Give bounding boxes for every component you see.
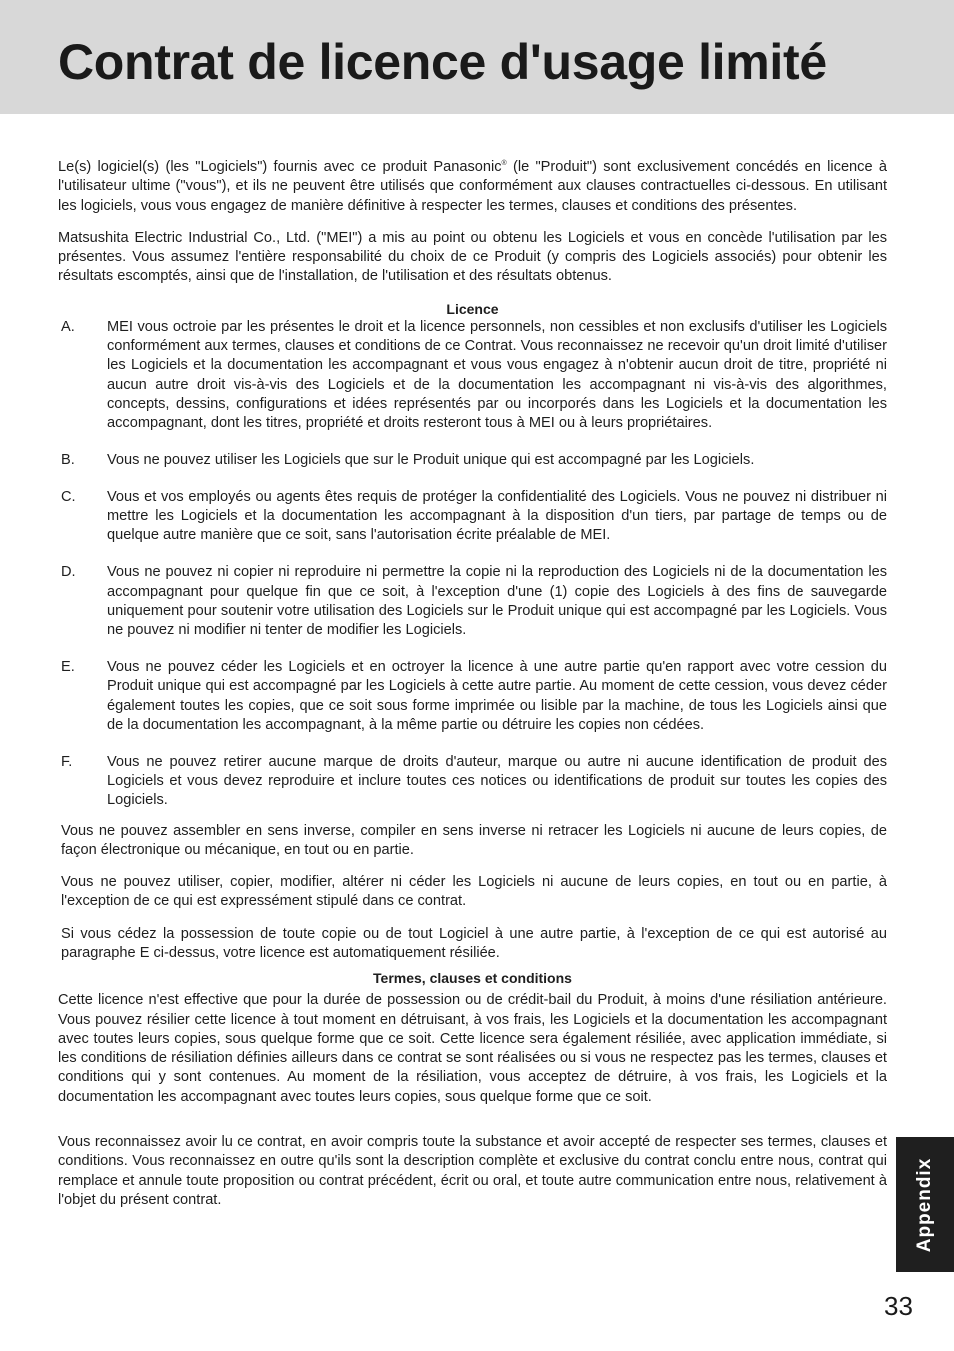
clause-f	[58, 753, 887, 811]
clause-text: Vous ne pouvez ni copier ni reproduire ni permettre la copie ni la reproduction des Logiciels ni de la documentation les accompagnant pour quelque fin que ce soit, à l'exception d'une (1) copie des Logiciels à des fins de sauvegarde uniquement pour soutenir votre utilisation des Logiciels sur le Produit unique qui est accompagné par les Logiciels. Vous ne pouvez ni modifier ni tenter de modifier les Logiciels.	[107, 564, 887, 639]
licence-heading: Licence	[446, 300, 499, 317]
licence-paragraph-2: Vous ne pouvez utiliser, copier, modifier, altérer ni céder les Logiciels ni aucune de leurs copies, en tout ou en partie, à l'exception de ce qui est expressément stipulé dans ce contrat.	[61, 874, 887, 910]
intro-text-end: (le "Produit") sont exclusivement concédés en licence à l'utilisateur ultime ("vous"), et ils ne peuvent être utilisés que conformément aux clauses contractuelles ci-dessous. En utilisant les logiciels, vous vous engagez de manière définitive à respecter les termes, clauses et conditions des présentes.	[58, 159, 887, 214]
clause-text: Vous et vos employés ou agents êtes requis de protéger la confidentialité des Logiciels. Vous ne pouvez ni distribuer ni mettre les Logiciels et la documentation les accompagnant à la disposition d'un tiers, par partage de temps ou de quelque autre manière que ce soit, sans l'autorisation écrite préalable de MEI.	[107, 488, 887, 544]
page-title: Contrat de licence d'usage limité	[58, 34, 827, 90]
clause-letter: D.	[61, 564, 76, 581]
clause-e	[58, 658, 887, 735]
clause-c	[58, 488, 887, 546]
appendix-label: Appendix	[914, 1157, 935, 1252]
clause-text: Vous ne pouvez céder les Logiciels et en octroyer la licence à une autre partie qu'en rapport avec votre cession du Produit unique qui est accompagné par les Logiciels à cette autre partie. Au moment de cette cession, vous devez céder également toutes les copies, que ce soit sous forme imprimée ou lisible par la machine, de tous les Logiciels ainsi que de la documentation les accompagnant, à la même partie ou détruire les copies non cédées.	[107, 658, 887, 733]
clause-letter: E.	[61, 658, 75, 675]
document-body	[58, 158, 887, 1223]
licence-paragraph-1: Vous ne pouvez assembler en sens inverse, compiler en sens inverse ni retracer les Logiciels ni aucune de leurs copies, de façon électronique ou mécanique, en tout ou en partie.	[61, 822, 887, 858]
header-band	[0, 0, 954, 114]
clause-text: MEI vous octroie par les présentes le droit et la licence personnels, non cessibles et non exclusifs d'utiliser les Logiciels conformément aux termes, clauses et conditions de ce Contrat. Vous reconnaissez ne recevoir qu'un droit limité d'utiliser les Logiciels et la documentation les accompagnant et vous vous engagez à n'obtenir aucun droit de titre, propriété ni aucun autre droit vis-à-vis des Logiciels et de la documentation les accompagnant ni vis-à-vis des algorithmes, concepts, dessins, configurations et idées représentés par ou incorporés dans les Logiciels et la documentation les accompagnant, dont les titres, propriété et droits resteront tous à MEI ou à leurs propriétaires.	[107, 318, 887, 432]
clause-b	[58, 451, 887, 470]
terms-paragraph-2: Vous reconnaissez avoir lu ce contrat, en avoir compris toute la substance et avoir accepté de respecter ses termes, clauses et conditions. Vous reconnaissez en outre qu'ils sont la description complète et exclusive du contrat conclu entre nous, contrat qui remplace et annule toute proposition ou contrat précédent, écrit ou oral, et toute autre communication entre nous, relativement à l'objet du présent contrat.	[58, 1134, 887, 1208]
clause-letter: F.	[61, 753, 73, 770]
appendix-tab	[896, 1137, 954, 1272]
licence-paragraph-3: Si vous cédez la possession de toute copie ou de tout Logiciel à une autre partie, à l'exception de ce qui est autorisé au paragraphe E ci-dessus, votre licence est automatiquement résiliée.	[61, 925, 887, 961]
clause-letter: A.	[61, 318, 75, 335]
page-number: 33	[884, 1291, 913, 1321]
terms-heading: Termes, clauses et conditions	[373, 970, 572, 987]
clause-text: Vous ne pouvez retirer aucune marque de droits d'auteur, marque ou autre ni aucune identification de produit des Logiciels et vous devez reproduire et inclure toutes ces notices ou identifications de produit sur toutes les copies des Logiciels.	[107, 753, 887, 809]
intro-text-start: Le(s) logiciel(s) (les "Logiciels") fournis avec ce produit Panasonic	[58, 159, 502, 175]
clause-letter: C.	[61, 488, 76, 505]
clause-a	[58, 318, 887, 434]
intro-paragraph-1	[58, 158, 887, 216]
registered-mark: ®	[501, 160, 507, 168]
clause-d	[58, 563, 887, 640]
terms-paragraph-1: Cette licence n'est effective que pour la durée de possession ou de crédit-bail du Produit, à moins d'une résiliation antérieure. Vous pouvez résilier cette licence à tout moment en détruisant, à vos frais, les Logiciels et la documentation les accompagnant avec toutes leurs copies, sous quelque forme que ce soit. Cette licence sera également résiliée, avec application immédiate, si les conditions de résiliation définies ailleurs dans ce contrat se sont réalisées ou si vous ne respectez pas les termes, clauses et conditions qui y sont contenues. Au moment de la résiliation, vous acceptez de détruire, à vos frais, les Logiciels et la documentation les accompagnant avec toutes leurs copies, sous quelque forme que ce soit.	[58, 992, 887, 1105]
clause-letter: B.	[61, 452, 75, 469]
intro-paragraph-2: Matsushita Electric Industrial Co., Ltd. ("MEI") a mis au point ou obtenu les Logiciels et vous en concède l'utilisation par les présentes. Vous assumez l'entière responsabilité du choix de ce Produit (y compris des Logiciels associés) pour obtenir les résultats escomptés, ainsi que de l'installation, de l'utilisation et des résultats obtenus.	[58, 229, 887, 285]
clause-text: Vous ne pouvez utiliser les Logiciels que sur le Produit unique qui est accompagné par les Logiciels.	[107, 452, 755, 469]
